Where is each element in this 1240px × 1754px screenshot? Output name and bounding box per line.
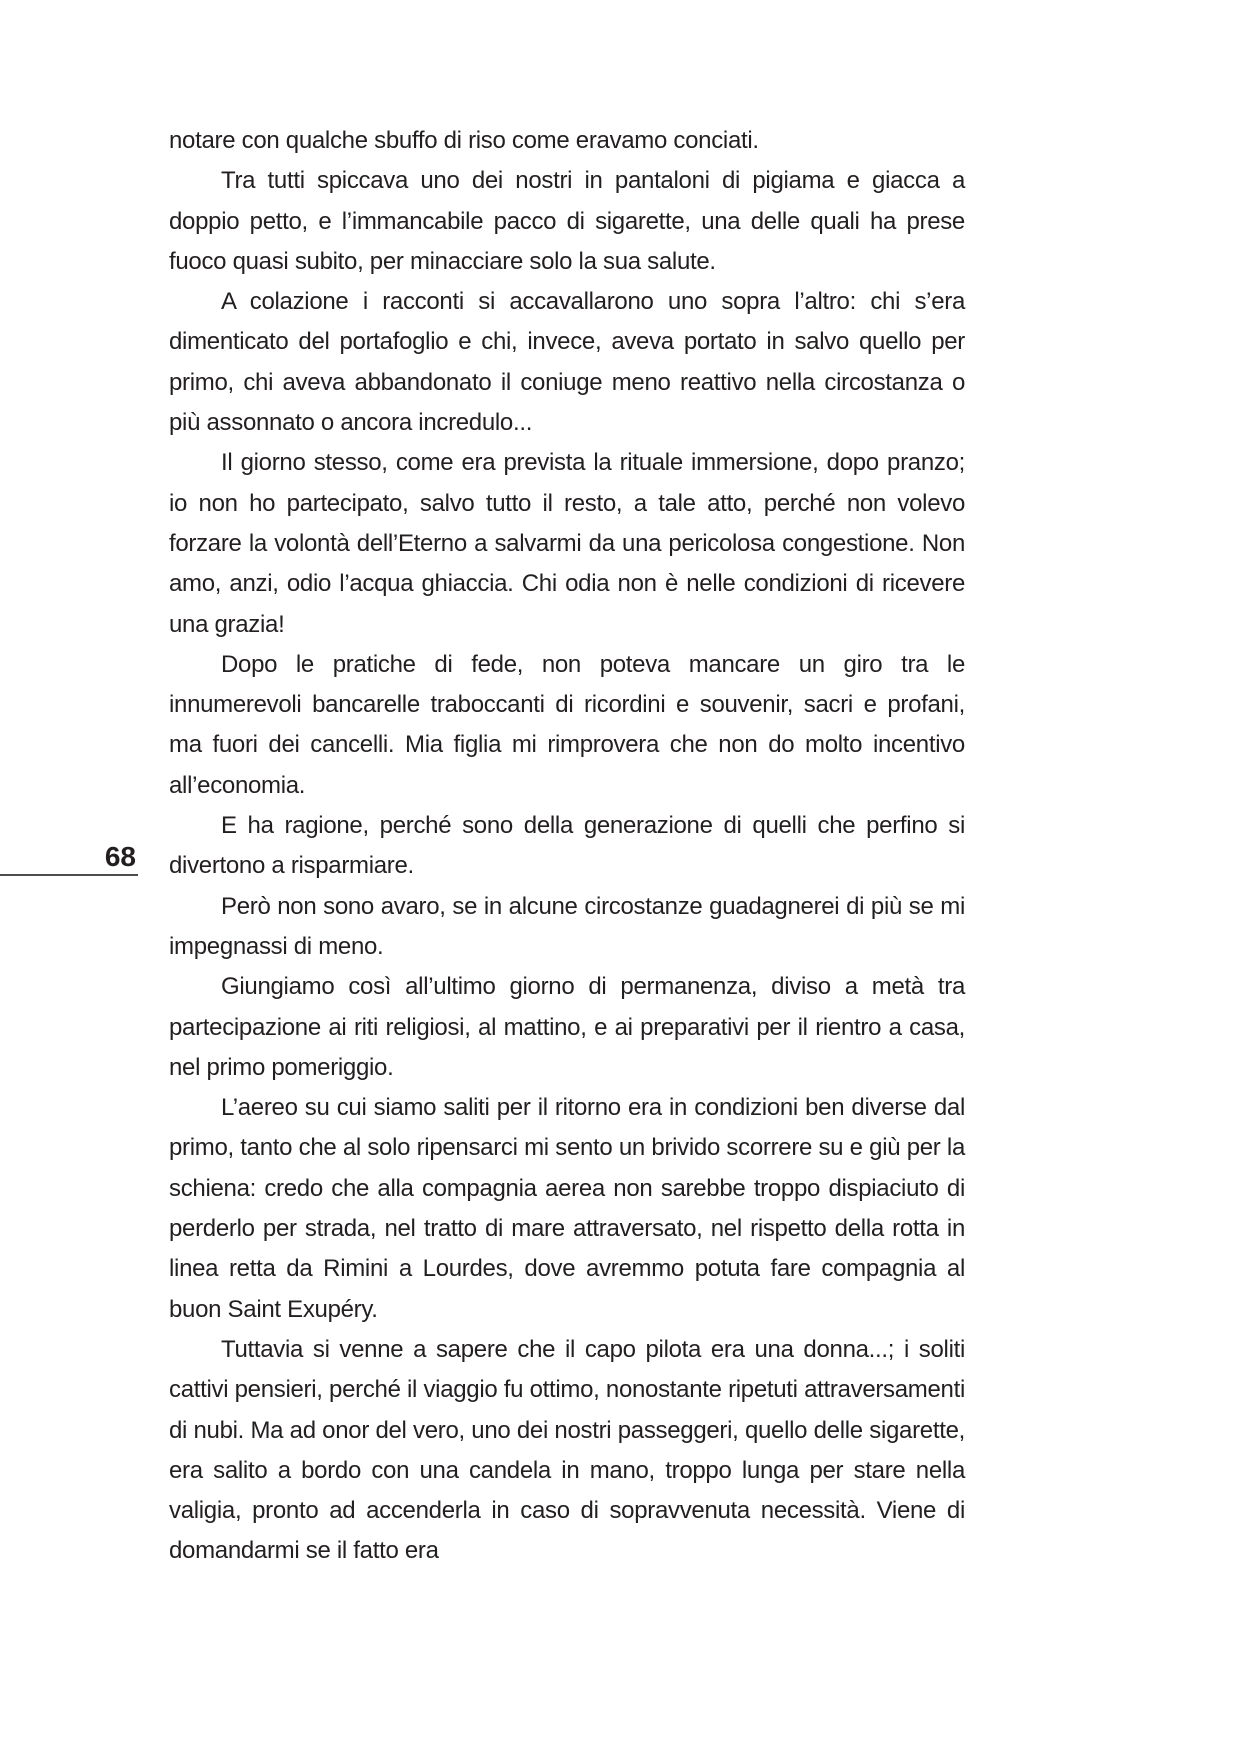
- paragraph: Il giorno stesso, come era prevista la rituale immersione, dopo pranzo; io non ho partecipato, salvo tutto il resto, a tale atto, perché non volevo forzare la volontà dell’Eterno a salvarmi da una pericolosa congestione. Non amo, anzi, odio l’acqua ghiaccia. Chi odia non è nelle condizioni di ricevere una grazia!: [169, 449, 965, 638]
- folio-area: [0, 843, 138, 877]
- folio-rule: [0, 874, 138, 876]
- paragraph: Dopo le pratiche di fede, non poteva mancare un giro tra le innumerevoli bancarelle traboccanti di ricordini e souvenir, sacri e profani, ma fuori dei cancelli. Mia figlia mi rimprovera che non do molto incentivo all’economia.: [169, 650, 965, 799]
- body-text: [169, 121, 965, 1572]
- paragraph: Però non sono avaro, se in alcune circostanze guadagnerei di più se mi impegnassi di meno.: [169, 892, 965, 960]
- paragraph: Giungiamo così all’ultimo giorno di permanenza, diviso a metà tra partecipazione ai riti religiosi, al mattino, e ai preparativi per il rientro a casa, nel primo pomeriggio.: [169, 973, 965, 1081]
- paragraph: E ha ragione, perché sono della generazione di quelli che perfino si divertono a risparmiare.: [169, 812, 965, 880]
- paragraph: L’aereo su cui siamo saliti per il ritorno era in condizioni ben diverse dal primo, tanto che al solo ripensarci mi sento un brivido scorrere su e giù per la schiena: credo che alla compagnia aerea non sarebbe troppo dispiaciuto di perderlo per strada, nel tratto di mare attraversato, nel rispetto della rotta in linea retta da Rimini a Lourdes, dove avremmo potuta fare compagnia al buon Saint Exupéry.: [169, 1094, 965, 1323]
- paragraph: Tra tutti spiccava uno dei nostri in pantaloni di pigiama e giacca a doppio petto, e l’immancabile pacco di sigarette, una delle quali ha prese fuoco quasi subito, per minacciare solo la sua salute.: [169, 167, 965, 275]
- paragraph: Tuttavia si venne a sapere che il capo pilota era una donna...; i soliti cattivi pensieri, perché il viaggio fu ottimo, nonostante ripetuti attraversamenti di nubi. Ma ad onor del vero, uno dei nostri passeggeri, quello delle sigarette, era salito a bordo con una candela in mano, troppo lunga per stare nella valigia, pronto ad accenderla in caso di sopravvenuta necessità. Viene di domandarmi se il fatto era: [169, 1335, 965, 1565]
- paragraph: A colazione i racconti si accavallarono uno sopra l’altro: chi s’era dimenticato del portafoglio e chi, invece, aveva portato in salvo quello per primo, chi aveva abbandonato il coniuge meno reattivo nella circostanza o più assonnato o ancora incredulo...: [169, 288, 965, 437]
- page-number: 68: [104, 841, 136, 872]
- paragraph: notare con qualche sbuffo di riso come eravamo conciati.: [169, 127, 759, 154]
